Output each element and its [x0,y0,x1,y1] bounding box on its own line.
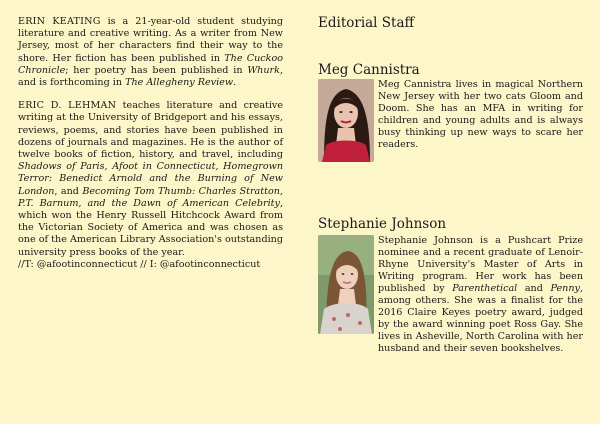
bio-erin-keating [18,16,283,89]
publication-title: Parenthetical [452,282,518,294]
staff-photo [318,235,374,334]
bio-text: . [233,77,237,89]
contributor-name: ERIN KEATING [18,16,101,27]
social-handles: //T: @afootinconnecticut // I: @afootinconnecticut [18,258,261,270]
staff-name: Meg Cannistra [318,62,420,78]
editorial-staff-column [318,14,583,356]
staff-photo [318,79,374,162]
contributors-column [18,16,283,271]
bio-text: , and [54,185,83,197]
bio-text: , and is forthcoming in [18,64,283,89]
section-title: Editorial Staff [318,15,415,31]
publication-title: The Allegheny Review [125,77,234,89]
publication-title: Becoming Tom Thumb: Charles Stratton, P.T. Barnum, and the Dawn of American Celebrity [18,185,283,209]
publication-title: Whurk [247,64,280,76]
contributor-name: ERIC D. LEHMAN [18,100,117,112]
publication-title: Shadows of Paris, Afoot in Connecticut, Homegrown Terror: Benedict Arnold and the Burning of New London [18,161,283,197]
publication-title: The Cuckoo Chronicle [18,52,283,76]
staff-meg-cannistra [318,62,583,152]
bio-text: , which won the Henry Russell Hitchcock Award from the Victorian Society of America and was chosen as one of the American Library Association's outstanding university press books of the year. [18,197,283,258]
staff-bio: Meg Cannistra lives in magical Northern New Jersey with her two cats Gloom and Doom. She has an MFA in writing for children and young adults and is always busy thinking up new ways to scare her readers. [378,79,583,151]
bio-text: , among others. She was a finalist for the 2016 Claire Keyes poetry award, judged by the award winning poet Ross Gay. She lives in Asheville, North Carolina with her husband and their seven bookshelves. [378,282,583,355]
bio-text: Stephanie Johnson is a Pushcart Prize nominee and a recent graduate of Lenoir-Rhyne University's Master of Arts in Writing program. Her work has been published by [378,234,583,294]
bio-eric-lehman [18,100,283,259]
staff-bio [378,232,583,356]
staff-stephanie-johnson [318,216,583,356]
bio-text: ; her poetry has been published in [65,64,248,76]
publication-title: Penny [550,282,580,294]
bio-text: teaches literature and creative writing at the University of Bridgeport and his essays, reviews, poems, and stories have been published in dozens of journals and magazines. He is the author of twelve books of fiction, history, and travel, including [18,100,283,161]
bio-text: and [517,282,551,294]
bio-text: is a 21-year-old student studying literature and creative writing. As a writer from New Jersey, most of her characters find their way to the shore. Her fiction has been published in [18,16,283,64]
staff-name: Stephanie Johnson [318,215,447,232]
